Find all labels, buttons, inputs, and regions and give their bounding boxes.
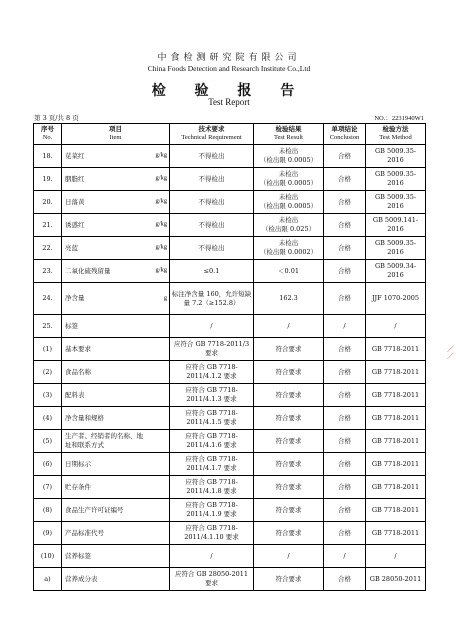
cell-method: / xyxy=(366,545,426,568)
cell-no: 23. xyxy=(34,260,62,283)
cell-item: 贮存条件 xyxy=(62,476,170,499)
cell-method: GB 7718-2011 xyxy=(366,407,426,430)
cell-conclusion: 合格 xyxy=(324,453,366,476)
cell-no: (1) xyxy=(34,338,62,361)
cell-result: 符合要求 xyxy=(254,407,324,430)
cell-requirement: / xyxy=(170,315,254,338)
cell-method: GB 7718-2011 xyxy=(366,361,426,384)
cell-item: 苋菜红 g/kg xyxy=(62,145,170,168)
cell-requirement: 应符合 GB 7718-2011/4.1.7 要求 xyxy=(170,453,254,476)
cell-method: GB 5009.35-2016 xyxy=(366,191,426,214)
table-row xyxy=(34,545,426,568)
table-row xyxy=(34,453,426,476)
table-row xyxy=(34,568,426,591)
cell-conclusion: 合格 xyxy=(324,384,366,407)
cell-no: (9) xyxy=(34,522,62,545)
col-header-no: 序号 No. xyxy=(34,124,62,145)
cell-conclusion: 合格 xyxy=(324,407,366,430)
cell-result: 符合要求 xyxy=(254,384,324,407)
cell-conclusion: 合格 xyxy=(324,237,366,260)
cell-result: ＜0.01 xyxy=(254,260,324,283)
cell-result: 未检出 （检出限 0.0005） xyxy=(254,191,324,214)
cell-method: / xyxy=(366,315,426,338)
cell-conclusion: 合格 xyxy=(324,191,366,214)
cell-conclusion: 合格 xyxy=(324,361,366,384)
cell-method: GB 7718-2011 xyxy=(366,338,426,361)
table-row xyxy=(34,361,426,384)
cell-conclusion: 合格 xyxy=(324,338,366,361)
cell-requirement: 应符合 GB 7718-2011/3 要求 xyxy=(170,338,254,361)
cell-no: (2) xyxy=(34,361,62,384)
cell-result: / xyxy=(254,545,324,568)
cell-result: 符合要求 xyxy=(254,568,324,591)
cell-conclusion: / xyxy=(324,315,366,338)
cell-method: JJF 1070-2005 xyxy=(366,283,426,315)
cell-method: GB 5009.34-2016 xyxy=(366,260,426,283)
cell-requirement: 不得检出 xyxy=(170,237,254,260)
table-row xyxy=(34,260,426,283)
col-header-result: 检验结果 Test Result xyxy=(254,124,324,145)
cell-result: 未检出 （检出限 0.025） xyxy=(254,214,324,237)
table-row xyxy=(34,237,426,260)
table-row xyxy=(34,191,426,214)
cell-result: 符合要求 xyxy=(254,430,324,453)
table-row xyxy=(34,476,426,499)
cell-method: GB 7718-2011 xyxy=(366,384,426,407)
cell-requirement: 应符合 GB 7718-2011/4.1.9 要求 xyxy=(170,499,254,522)
cell-result: 符合要求 xyxy=(254,499,324,522)
cell-no: 25. xyxy=(34,315,62,338)
cell-conclusion: 合格 xyxy=(324,214,366,237)
cell-requirement: 标注净含量 160，允许短缺量 7.2（≥152.8） xyxy=(170,283,254,315)
edge-stamp-mark: ／ ／ xyxy=(447,345,454,360)
cell-conclusion: 合格 xyxy=(324,568,366,591)
col-header-item: 项目 Item xyxy=(62,124,170,145)
cell-result: / xyxy=(254,315,324,338)
cell-item: 日期标示 xyxy=(62,453,170,476)
table-row xyxy=(34,338,426,361)
cell-no: 22. xyxy=(34,237,62,260)
cell-no: (5) xyxy=(34,430,62,453)
cell-requirement: 应符合 GB 7718-2011/4.1.5 要求 xyxy=(170,407,254,430)
cell-result: 未检出 （检出限 0.0005） xyxy=(254,145,324,168)
cell-requirement: 不得检出 xyxy=(170,145,254,168)
cell-no: (6) xyxy=(34,453,62,476)
cell-item: 净含量和规格 xyxy=(62,407,170,430)
col-header-method: 检验方法 Test Method xyxy=(366,124,426,145)
cell-no: (10) xyxy=(34,545,62,568)
table-row xyxy=(34,214,426,237)
cell-result: 符合要求 xyxy=(254,361,324,384)
cell-item: 净含量 g xyxy=(62,283,170,315)
table-row xyxy=(34,168,426,191)
org-name-en: China Foods Detection and Research Institute Co.,Ltd xyxy=(147,64,311,73)
cell-requirement: 应符合 GB 7718-2011/4.1.10 要求 xyxy=(170,522,254,545)
cell-item: 胭脂红 g/kg xyxy=(62,168,170,191)
cell-item: 食品名称 xyxy=(62,361,170,384)
cell-conclusion: 合格 xyxy=(324,145,366,168)
cell-item: 食品生产许可证编号 xyxy=(62,499,170,522)
cell-requirement: 应符合 GB 7718-2011/4.1.3 要求 xyxy=(170,384,254,407)
cell-conclusion: 合格 xyxy=(324,260,366,283)
table-row xyxy=(34,499,426,522)
col-header-requirement: 技术要求 Technical Requirement xyxy=(170,124,254,145)
cell-no: a) xyxy=(34,568,62,591)
cell-conclusion: 合格 xyxy=(324,522,366,545)
table-row xyxy=(34,407,426,430)
table-header-row xyxy=(34,124,426,145)
cell-result: 符合要求 xyxy=(254,522,324,545)
cell-method: GB 7718-2011 xyxy=(366,499,426,522)
cell-requirement: 应符合 GB 7718-2011/4.1.6 要求 xyxy=(170,430,254,453)
table-row xyxy=(34,283,426,315)
table-row xyxy=(34,522,426,545)
cell-no: (4) xyxy=(34,407,62,430)
cell-requirement: 应符合 GB 7718-2011/4.1.8 要求 xyxy=(170,476,254,499)
report-title-en: Test Report xyxy=(208,97,250,107)
cell-item: 基本要求 xyxy=(62,338,170,361)
cell-result: 未检出 （检出限 0.0002） xyxy=(254,237,324,260)
cell-no: (8) xyxy=(34,499,62,522)
cell-method: GB 28050-2011 xyxy=(366,568,426,591)
cell-requirement: 应符合 GB 28050-2011 要求 xyxy=(170,568,254,591)
results-table xyxy=(33,123,426,591)
cell-method: GB 5009.35-2016 xyxy=(366,237,426,260)
cell-conclusion: 合格 xyxy=(324,430,366,453)
report-number: NO.：2231940W1 xyxy=(374,115,424,122)
page-number: 第 3 页/共 8 页 xyxy=(34,114,79,122)
cell-item: 标签 xyxy=(62,315,170,338)
cell-requirement: 不得检出 xyxy=(170,214,254,237)
cell-no: (3) xyxy=(34,384,62,407)
table-row xyxy=(34,430,426,453)
cell-method: GB 5009.141-2016 xyxy=(366,214,426,237)
cell-result: 符合要求 xyxy=(254,453,324,476)
cell-requirement: 不得检出 xyxy=(170,168,254,191)
cell-requirement: ≤0.1 xyxy=(170,260,254,283)
cell-method: GB 7718-2011 xyxy=(366,522,426,545)
cell-item: 产品标准代号 xyxy=(62,522,170,545)
cell-result: 符合要求 xyxy=(254,476,324,499)
cell-item: 生产者、经销者的名称、地址和联系方式 xyxy=(62,430,170,453)
col-header-conclusion: 单项结论 Conclusion xyxy=(324,124,366,145)
cell-result: 162.3 xyxy=(254,283,324,315)
cell-method: GB 7718-2011 xyxy=(366,453,426,476)
cell-no: 20. xyxy=(34,191,62,214)
cell-result: 符合要求 xyxy=(254,338,324,361)
cell-method: GB 7718-2011 xyxy=(366,476,426,499)
cell-item: 诱惑红 g/kg xyxy=(62,214,170,237)
org-name-cn: 中食检测研究院有限公司 xyxy=(157,53,301,63)
cell-no: 21. xyxy=(34,214,62,237)
cell-item: 日落黄 g/kg xyxy=(62,191,170,214)
cell-method: GB 7718-2011 xyxy=(366,430,426,453)
table-row xyxy=(34,384,426,407)
cell-conclusion: 合格 xyxy=(324,168,366,191)
cell-item: 亮蓝 g/kg xyxy=(62,237,170,260)
cell-conclusion: 合格 xyxy=(324,476,366,499)
report-title-cn: 检 验 报 告 xyxy=(151,83,307,99)
cell-requirement: / xyxy=(170,545,254,568)
cell-no: 18. xyxy=(34,145,62,168)
cell-result: 未检出 （检出限 0.0005） xyxy=(254,168,324,191)
cell-requirement: 应符合 GB 7718-2011/4.1.2 要求 xyxy=(170,361,254,384)
cell-item: 配料表 xyxy=(62,384,170,407)
cell-no: (7) xyxy=(34,476,62,499)
cell-no: 24. xyxy=(34,283,62,315)
cell-item: 营养成分表 xyxy=(62,568,170,591)
cell-method: GB 5009.35-2016 xyxy=(366,168,426,191)
cell-item: 营养标签 xyxy=(62,545,170,568)
cell-conclusion: 合格 xyxy=(324,499,366,522)
cell-conclusion: 合格 xyxy=(324,283,366,315)
cell-no: 19. xyxy=(34,168,62,191)
cell-method: GB 5009.35-2016 xyxy=(366,145,426,168)
table-row xyxy=(34,315,426,338)
table-row xyxy=(34,145,426,168)
cell-conclusion: / xyxy=(324,545,366,568)
cell-requirement: 不得检出 xyxy=(170,191,254,214)
cell-item: 二氧化硫残留量 g/kg xyxy=(62,260,170,283)
